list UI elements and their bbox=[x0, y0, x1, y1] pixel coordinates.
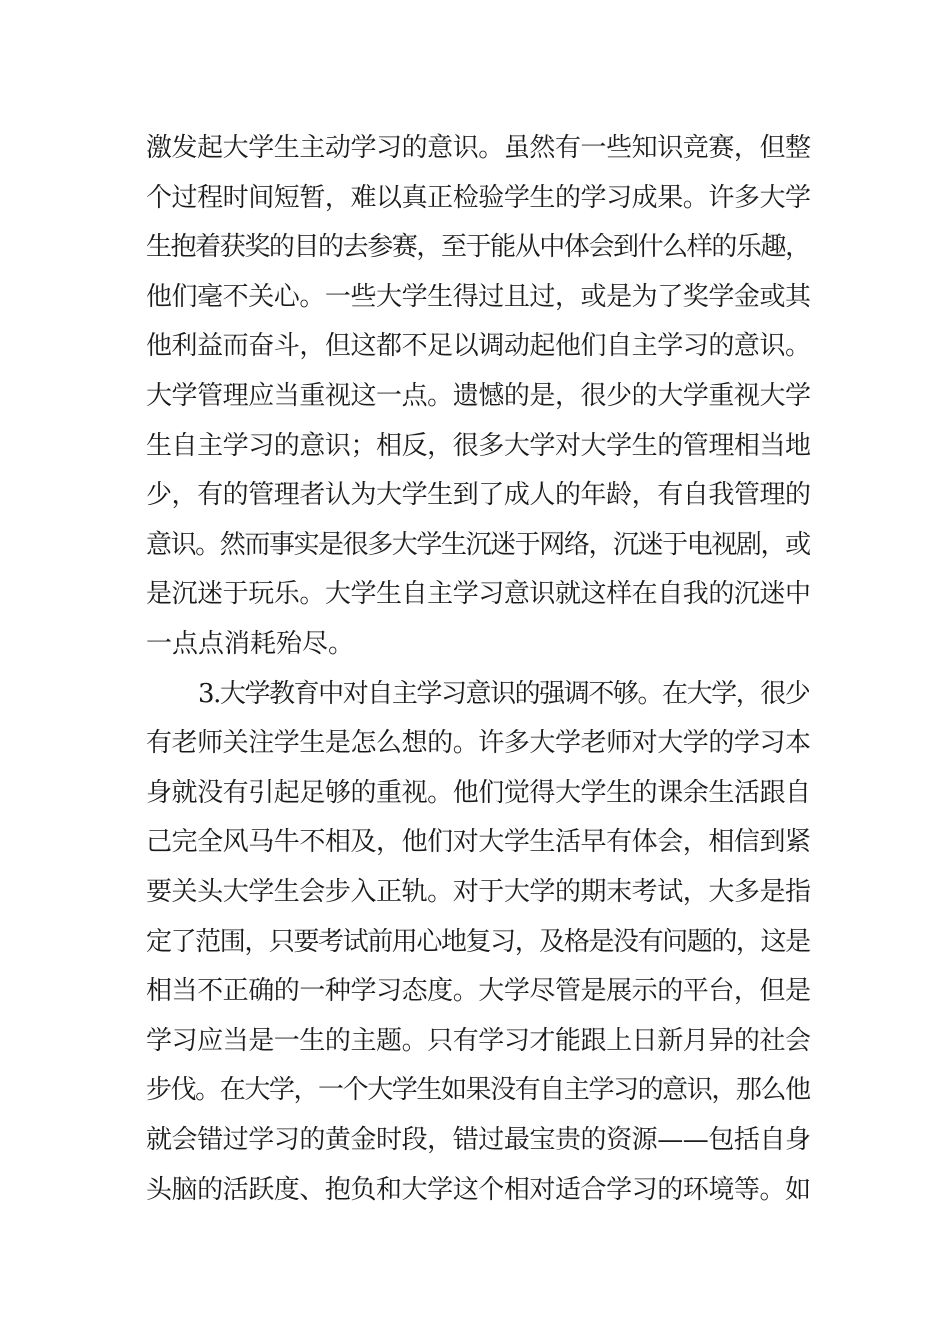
text-line: 就会错过学习的黄金时段，错过最宝贵的资源——包括自身 bbox=[146, 1125, 811, 1155]
text-line: 个过程时间短暂，难以真正检验学生的学习成果。许多大学 bbox=[146, 183, 811, 213]
text-line: 激发起大学生主动学习的意识。虽然有一些知识竞赛，但整 bbox=[146, 133, 811, 163]
text-line: 定了范围，只要考试前用心地复习，及格是没有问题的，这是 bbox=[146, 927, 810, 957]
text-line: 头脑的活跃度、抱负和大学这个相对适合学习的环境等。如 bbox=[146, 1175, 811, 1205]
text-line: 一点点消耗殆尽。 bbox=[146, 629, 355, 659]
text-line: 相当不正确的一种学习态度。大学尽管是展示的平台，但是 bbox=[146, 976, 811, 1006]
text-line: 生抱着获奖的目的去参赛，至于能从中体会到什么样的乐趣， bbox=[146, 232, 810, 262]
text-line: 3.大学教育中对自主学习意识的强调不够。在大学，很少 bbox=[198, 679, 810, 709]
text-line: 身就没有引起足够的重视。他们觉得大学生的课余生活跟自 bbox=[146, 778, 811, 808]
text-line: 己完全风马牛不相及，他们对大学生活早有体会，相信到紧 bbox=[146, 827, 811, 857]
text-line: 他利益而奋斗，但这都不足以调动起他们自主学习的意识。 bbox=[146, 331, 811, 361]
text-line: 是沉迷于玩乐。大学生自主学习意识就这样在自我的沉迷中 bbox=[146, 579, 811, 609]
text-line: 意识。然而事实是很多大学生沉迷于网络，沉迷于电视剧，或 bbox=[146, 530, 810, 560]
text-line: 少，有的管理者认为大学生到了成人的年龄，有自我管理的 bbox=[146, 480, 811, 510]
text-line: 他们毫不关心。一些大学生得过且过，或是为了奖学金或其 bbox=[146, 282, 811, 312]
text-line: 要关头大学生会步入正轨。对于大学的期末考试，大多是指 bbox=[146, 877, 811, 907]
text-line: 大学管理应当重视这一点。遗憾的是，很少的大学重视大学 bbox=[146, 381, 811, 411]
text-line: 步伐。在大学，一个大学生如果没有自主学习的意识，那么他 bbox=[146, 1075, 810, 1105]
text-line: 生自主学习的意识；相反，很多大学对大学生的管理相当地 bbox=[146, 431, 811, 461]
text-line: 学习应当是一生的主题。只有学习才能跟上日新月异的社会 bbox=[146, 1026, 811, 1056]
text-line: 有老师关注学生是怎么想的。许多大学老师对大学的学习本 bbox=[146, 728, 811, 758]
